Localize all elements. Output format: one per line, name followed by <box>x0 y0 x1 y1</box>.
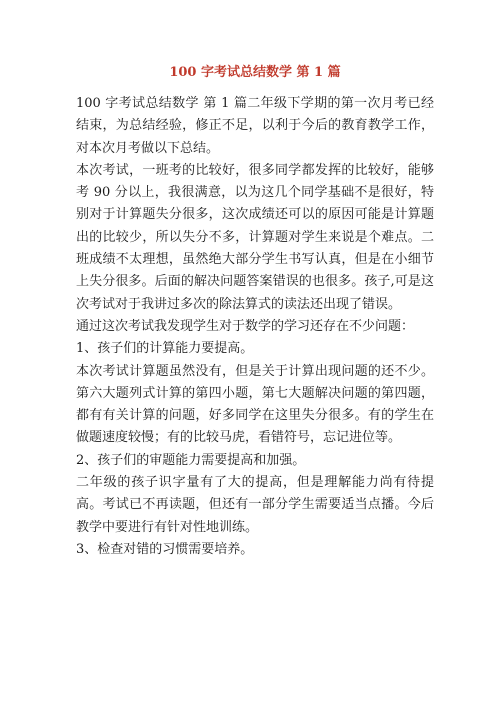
paragraph-problems-intro: 通过这次考试我发现学生对于数学的学习还存在不少问题： <box>76 318 415 334</box>
paragraph-calculation: 本次考试计算题虽然没有，但是关于计算出现问题的还不少。第六大题列式计算的第四小题，第七大题解决问题的第四题，都有有关计算的问题，好多同学在这里失分很多。有的学生在做题速度较慢；有的比较马虎，看错符号，忘记进位等。 <box>76 363 434 446</box>
document-title: 100 字考试总结数学 第 1 篇 <box>169 65 341 80</box>
paragraph-intro: 100 字考试总结数学 第 1 篇二年级下学期的第一次月考已经结束，为总结经验，修正不足，以利于今后的教育教学工作，对本次月考做以下总结。 <box>76 96 434 156</box>
heading-point-1: 1、孩子们的计算能力要提高。 <box>76 341 254 357</box>
heading-point-2: 2、孩子们的审题能力需要提高和加强。 <box>76 452 306 468</box>
heading-point-3: 3、检查对错的习惯需要培养。 <box>76 541 254 557</box>
paragraph-exam-overview: 本次考试，一班考的比较好，很多同学都发挥的比较好，能够考 90 分以上，我很满意，以为这几个同学基础不是很好，特别对于计算题失分很多，这次成绩还可以的原因可能是计算题出的比较少，所以失分不多，计算题对学生来说是个难点。二班成绩不太理想，虽然绝大部分学生书写认真，但是在小细节上失分很多。后面的解决问题答案错误的也很多。孩子,可是这次考试对于我讲过多次的除法算式的读法还出现了错误。 <box>76 162 434 312</box>
paragraph-reading: 二年级的孩子识字量有了大的提高，但是理解能力尚有待提高。考试已不再读题，但还有一部分学生需要适当点播。今后教学中要进行有针对性地训练。 <box>76 475 434 535</box>
